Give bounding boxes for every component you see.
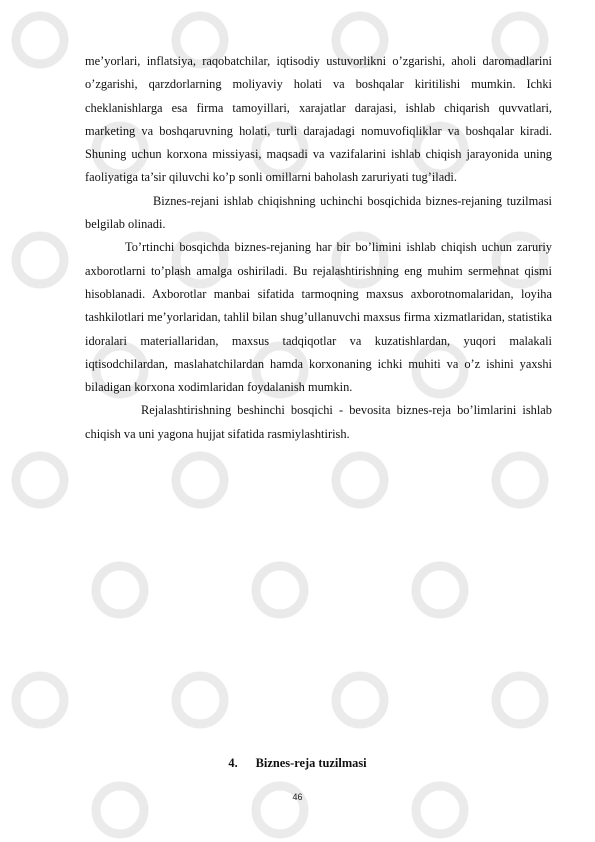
document-body — [85, 50, 552, 446]
paragraph-constraints: me’yorlari, inflatsiya, raqobatchilar, iqtisodiy ustuvorlikni o’zgarishi, aholi daromadlarini o’zgarishi, qarzdorlarning moliyaviy holati va boshqalar kiritilishi mumkin. Ichki cheklanishlarga esa firma tamoyillari, xarajatlar darajasi, ishlab chiqarish quvvatlari, marketing va boshqaruvning holati, turli darajadagi nomuvofiqliklar va boshqalar kiradi. Shuning uchun korxona missiyasi, maqsadi va vazifalarini ishlab chiqish jarayonida uning faoliyatiga ta’sir qiluvchi ko’p sonli omillarni baholash zaruriyati tug’iladi. — [85, 54, 552, 185]
section-number: 4. — [228, 756, 238, 770]
paragraph-stage-five: Rejalashtirishning beshinchi bosqichi - bevosita biznes-reja bo’limlarini ishlab chiqish va uni yagona hujjat sifatida rasmiylashtirish. — [85, 403, 552, 441]
page-number: 46 — [292, 792, 303, 802]
paragraph-stage-four: To’rtinchi bosqichda biznes-rejaning har bir bo’limini ishlab chiqish uchun zaruriy axborotlarni to’plash amalga oshiriladi. Bu rejalashtirishning eng muhim sermehnat qismi hisoblanadi. Axborotlar manbai sifatida tarmoqning maxsus axborotnomalaridan, loyiha tashkilotlari me’yorlaridan, tahlil bilan shug’ullanuvchi maxsus firma xizmatlaridan, statistika idoralari materiallaridan, maxsus tadqiqotlar va kuzatishlardan, yuqori malakali iqtisodchilardan, maslahatchilardan hamda korxonaning ichki muhiti va o’z ishini yaxshi biladigan korxona xodimlaridan foydalanish mumkin. — [85, 240, 552, 395]
section-heading — [0, 756, 595, 771]
paragraph-stage-three: Biznes-rejani ishlab chiqishning uchinchi bosqichida biznes-rejaning tuzilmasi belgilab olinadi. — [85, 193, 552, 232]
section-title: Biznes-reja tuzilmasi — [255, 756, 367, 770]
